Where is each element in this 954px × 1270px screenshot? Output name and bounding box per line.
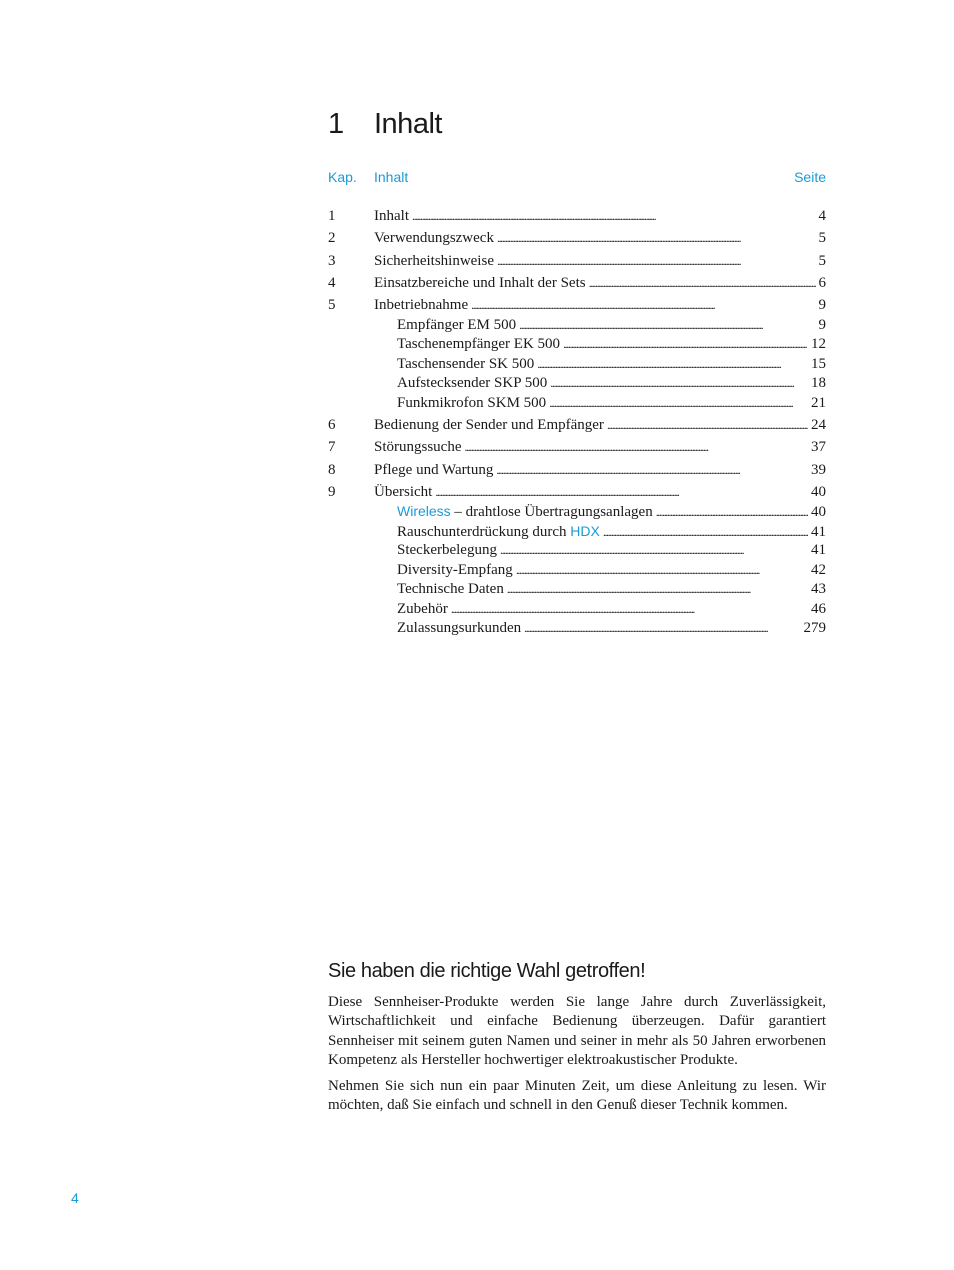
toc-entry-number: 7 [328, 439, 336, 456]
toc-entry-leader-dots [656, 504, 808, 521]
toc-entry [328, 462, 826, 482]
toc-header-page: Seite [794, 169, 826, 185]
toc-entry [328, 417, 826, 437]
toc-entry-leader-dots [435, 484, 808, 501]
toc-entry-page: 9 [818, 316, 826, 333]
toc-entry [328, 375, 826, 395]
toc-entry-page: 4 [818, 208, 826, 224]
toc-entry-title [397, 523, 600, 541]
chapter-title: Inhalt [374, 108, 442, 140]
toc-entry [328, 601, 826, 621]
toc-entry-leader-dots [519, 317, 815, 334]
toc-entry-number: 2 [328, 230, 336, 247]
toc-entry [328, 230, 826, 250]
toc-entry-title: Pflege und Wartung [374, 461, 494, 478]
toc-entry [328, 297, 826, 317]
toc-entry [328, 208, 826, 228]
intro-title: Sie haben die richtige Wahl getroffen! [328, 960, 646, 982]
toc-entry-leader-dots [496, 462, 808, 479]
toc-entry [328, 336, 826, 356]
toc-entry-page: 40 [811, 504, 826, 521]
toc-entry-page: 6 [818, 274, 826, 291]
intro-text [328, 993, 826, 1123]
toc-entry-page: 41 [811, 523, 826, 540]
toc-entry-page: 18 [811, 375, 826, 392]
toc-entry-page: 5 [818, 252, 826, 269]
toc-entry-leader-dots [524, 620, 800, 637]
toc-entry [328, 317, 826, 337]
toc-entry-leader-dots [589, 275, 816, 292]
toc-entry-title: Inhalt [374, 208, 409, 224]
toc-entry [328, 439, 826, 459]
toc-header-chapter: Kap. [328, 169, 357, 185]
table-of-contents [328, 208, 826, 640]
toc-entry-title: Empfänger EM 500 [397, 316, 517, 333]
toc-entry-title: Zubehör [397, 600, 448, 617]
toc-entry-title-keyword: Wireless [397, 503, 451, 520]
toc-entry-leader-dots [507, 581, 808, 598]
chapter-heading [328, 108, 442, 141]
toc-entry-title: Diversity-Empfang [397, 561, 513, 578]
toc-entry-title: Inbetriebnahme [374, 297, 469, 314]
toc-entry-title-text: Rauschunterdrückung durch [397, 523, 571, 540]
toc-header-content: Inhalt [374, 169, 409, 185]
toc-entry-page: 42 [811, 561, 826, 578]
toc-entry-page: 37 [811, 439, 826, 456]
chapter-number: 1 [328, 108, 344, 140]
toc-entry-leader-dots [607, 417, 808, 434]
toc-entry-page: 24 [811, 416, 826, 433]
toc-entry-leader-dots [497, 253, 816, 270]
toc-entry [328, 542, 826, 562]
toc-entry-title: Einsatzbereiche und Inhalt der Sets [374, 274, 586, 291]
toc-entry-page: 15 [811, 355, 826, 372]
toc-entry-leader-dots [465, 439, 809, 456]
toc-entry-leader-dots [549, 395, 808, 412]
toc-entry-leader-dots [603, 524, 808, 541]
toc-entry-title: Funkmikrofon SKM 500 [397, 394, 547, 411]
toc-entry-title: Verwendungszweck [374, 230, 494, 247]
toc-entry-page: 43 [811, 581, 826, 598]
toc-entry-leader-dots [550, 375, 808, 392]
toc-entry-number: 8 [328, 461, 336, 478]
toc-entry-leader-dots [537, 356, 808, 373]
toc-entry-title-text: – drahtlose Übertragungsanlagen [450, 504, 653, 521]
toc-entry-page: 46 [811, 600, 826, 617]
toc-entry-title: Bedienung der Sender und Empfänger [374, 416, 604, 433]
toc-entry-leader-dots [563, 336, 808, 353]
toc-entry-number: 6 [328, 416, 336, 433]
toc-entry [328, 275, 826, 295]
toc-entry-leader-dots [516, 562, 808, 579]
toc-entry-title: Taschenempfänger EK 500 [397, 336, 561, 353]
toc-entry-leader-dots [412, 208, 816, 225]
toc-entry-title-keyword: HDX [570, 522, 600, 539]
toc-header [328, 169, 826, 189]
toc-entry-leader-dots [500, 542, 808, 559]
toc-entry-page: 21 [811, 394, 826, 411]
toc-entry-title: Technische Daten [397, 581, 504, 598]
toc-entry-number: 3 [328, 252, 336, 269]
toc-entry-title: Störungssuche [374, 439, 462, 456]
toc-entry-leader-dots [451, 601, 808, 618]
toc-entry-page: 9 [818, 297, 826, 314]
toc-entry [328, 395, 826, 415]
toc-entry-number: 4 [328, 274, 336, 291]
toc-entry-title: Aufstecksender SKP 500 [397, 375, 548, 392]
toc-entry-page: 279 [803, 620, 826, 637]
toc-entry-leader-dots [471, 297, 815, 314]
intro-paragraph: Diese Sennheiser-Produkte werden Sie lange Jahre durch Zuverlässigkeit, Wirtschaftlichkeit und einfache Bedienung überzeugen. Dafür garantiert Sennheiser mit seinem guten Namen und seiner in mehr als 50 Jahren erworbenen Kompetenz als Hersteller hochwertiger elektroakustischer Produkte. [328, 994, 826, 1068]
toc-entry [328, 620, 826, 640]
toc-entry-page: 5 [818, 230, 826, 247]
toc-entry [328, 581, 826, 601]
toc-entry [328, 253, 826, 273]
toc-entry-page: 12 [811, 336, 826, 353]
toc-entry-title: Steckerbelegung [397, 542, 497, 559]
toc-entry-title: Zulassungsurkunden [397, 620, 522, 637]
toc-entry-title: Übersicht [374, 483, 433, 500]
toc-entry [328, 503, 826, 523]
page-number: 4 [71, 1190, 79, 1206]
toc-entry [328, 356, 826, 376]
toc-entry-number: 9 [328, 483, 336, 500]
toc-entry-title: Sicherheitshinweise [374, 252, 494, 269]
toc-entry-page: 40 [811, 483, 826, 500]
toc-entry-title [397, 503, 653, 521]
toc-entry [328, 562, 826, 582]
toc-entry-title: Taschensender SK 500 [397, 355, 535, 372]
toc-entry-number: 1 [328, 208, 336, 224]
intro-paragraph: Nehmen Sie sich nun ein paar Minuten Zeit, um diese Anleitung zu lesen. Wir möchten, daß Sie einfach und schnell in den Genuß dieser Technik kommen. [328, 1078, 826, 1114]
toc-entry-page: 41 [811, 542, 826, 559]
toc-entry-number: 5 [328, 297, 336, 314]
toc-entry [328, 484, 826, 504]
toc-entry [328, 523, 826, 543]
toc-entry-page: 39 [811, 461, 826, 478]
toc-entry-leader-dots [497, 230, 816, 247]
